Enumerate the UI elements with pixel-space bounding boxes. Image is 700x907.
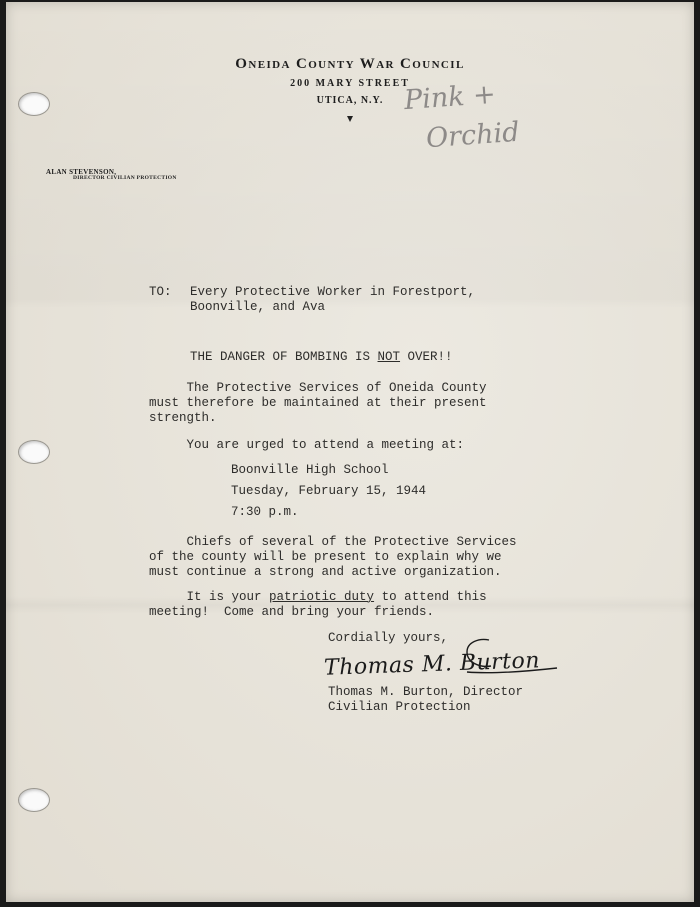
letterhead-organization: Oneida County War Council [235,56,465,72]
meeting-intro: You are urged to attend a meeting at: [149,438,465,452]
paragraph3-line2: meeting! Come and bring your friends. [149,605,435,619]
meeting-time: 7:30 p.m. [231,505,299,519]
headline: THE DANGER OF BOMBING IS NOT OVER!! [190,350,453,364]
sender-title: DIRECTOR CIVILIAN PROTECTION [73,175,177,181]
paragraph2-line1: Chiefs of several of the Protective Services [149,535,517,549]
letterhead-city: UTICA, N.Y. [316,95,384,106]
letter-page [6,2,694,902]
paragraph1-line1: The Protective Services of Oneida County [149,381,487,395]
signature-flourish-icon [461,634,561,679]
meeting-place: Boonville High School [231,463,389,477]
handwritten-note-line2: Orchid [425,116,521,155]
sender-name: ALAN STEVENSON, [46,168,117,176]
headline-emphasis: NOT [377,350,401,364]
meeting-date: Tuesday, February 15, 1944 [231,484,427,498]
signatory-title: Civilian Protection [328,700,471,714]
to-line2: Boonville, and Ava [190,300,326,314]
signature: Thomas M. Burton [323,648,541,681]
closing: Cordially yours, [328,631,449,645]
paragraph2-line2: of the county will be present to explain why we [149,550,502,564]
patriotic-duty-emphasis: patriotic duty [269,590,375,604]
to-label: TO: [149,285,172,299]
paragraph1-line2: must therefore be maintained at their present [149,396,487,410]
signatory-name: Thomas M. Burton, Director [328,685,524,699]
letterhead-street: 200 MARY STREET [290,78,410,89]
paragraph3-line1: It is your patriotic duty to attend this [149,590,487,604]
to-line1: Every Protective Worker in Forestport, [190,285,476,299]
punch-hole-bottom [18,788,50,812]
paragraph1-line3: strength. [149,411,217,425]
letterhead-ornament-icon [347,116,353,122]
paragraph2-line3: must continue a strong and active organization. [149,565,502,579]
punch-hole-middle [18,440,50,464]
handwritten-note-line1: Pink + [403,78,497,117]
